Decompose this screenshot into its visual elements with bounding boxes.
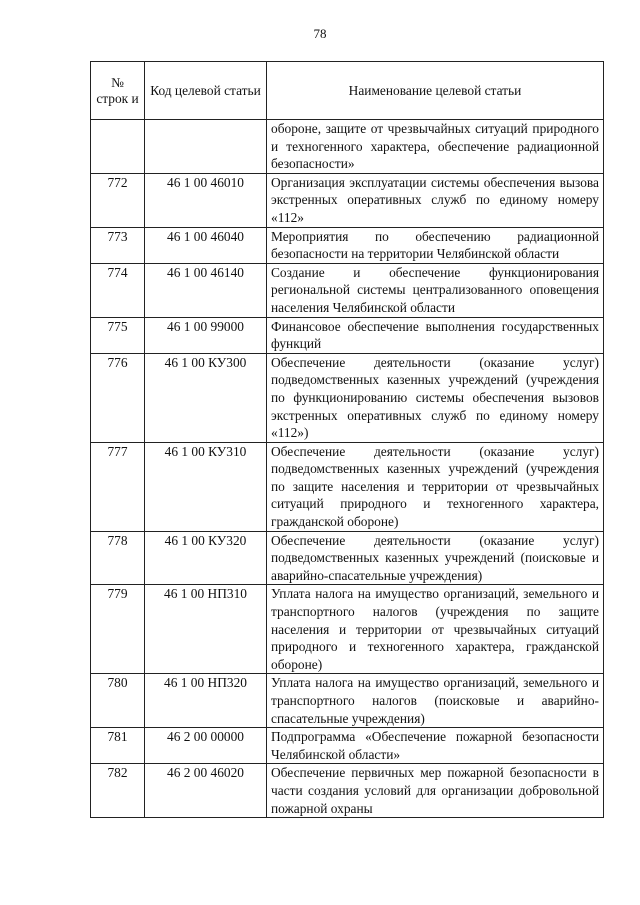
- table-row: [91, 442, 604, 531]
- row-name: Мероприятия по обеспечению радиационной безопасности на территории Челябинской области: [267, 227, 604, 263]
- row-name: Обеспечение первичных мер пожарной безопасности в части создания условий для организации добровольной пожарной охраны: [267, 764, 604, 818]
- row-code: 46 1 00 46140: [145, 263, 267, 317]
- row-code: 46 1 00 99000: [145, 317, 267, 353]
- table-row: [91, 227, 604, 263]
- row-name: Финансовое обеспечение выполнения государственных функций: [267, 317, 604, 353]
- row-name: Уплата налога на имущество организаций, земельного и транспортного налогов (поисковые и аварийно-спасательные учреждения): [267, 674, 604, 728]
- table-row: [91, 531, 604, 585]
- row-number: 773: [91, 227, 145, 263]
- page-number: 78: [313, 26, 327, 41]
- row-name: Подпрограмма «Обеспечение пожарной безопасности Челябинской области»: [267, 728, 604, 764]
- row-code: 46 1 00 КУ310: [145, 442, 267, 531]
- row-code: 46 2 00 00000: [145, 728, 267, 764]
- row-number: 777: [91, 442, 145, 531]
- row-name: Организация эксплуатации системы обеспечения вызова экстренных оперативных служб по единому номеру «112»: [267, 173, 604, 227]
- table-row: [91, 317, 604, 353]
- row-number: 778: [91, 531, 145, 585]
- header-row-number: № строк и: [91, 62, 145, 120]
- table-row: [91, 353, 604, 442]
- row-number: 774: [91, 263, 145, 317]
- row-name: Обеспечение деятельности (оказание услуг) подведомственных казенных учреждений (учреждения по защите населения и территории от чрезвычайных ситуаций природного и техногенного характера, гражданской обороне): [267, 442, 604, 531]
- row-name: Обеспечение деятельности (оказание услуг) подведомственных казенных учреждений (поисковые и аварийно-спасательные учреждения): [267, 531, 604, 585]
- row-name: Обеспечение деятельности (оказание услуг) подведомственных казенных учреждений (учреждения по функционированию системы обеспечения вызовов экстренных оперативных служб по единому номеру «112»): [267, 353, 604, 442]
- target-items-table: [90, 61, 604, 818]
- row-code: 46 1 00 46010: [145, 173, 267, 227]
- table-row: [91, 728, 604, 764]
- row-code: 46 1 00 НП310: [145, 585, 267, 674]
- row-code: 46 1 00 НП320: [145, 674, 267, 728]
- row-code: 46 1 00 КУ300: [145, 353, 267, 442]
- table-row: [91, 764, 604, 818]
- row-number: 782: [91, 764, 145, 818]
- row-code: 46 2 00 46020: [145, 764, 267, 818]
- table-header-row: [91, 62, 604, 120]
- row-number: 781: [91, 728, 145, 764]
- row-number: [91, 120, 145, 174]
- row-name: обороне, защите от чрезвычайных ситуаций природного и техногенного характера, обеспечение радиационной безопасности»: [267, 120, 604, 174]
- header-code: Код целевой статьи: [145, 62, 267, 120]
- row-number: 776: [91, 353, 145, 442]
- row-code: [145, 120, 267, 174]
- row-number: 775: [91, 317, 145, 353]
- row-name: Уплата налога на имущество организаций, земельного и транспортного налогов (учреждения по защите населения и территории от чрезвычайных ситуаций природного и техногенного характера, гражданской обороне): [267, 585, 604, 674]
- table-row-continuation: [91, 120, 604, 174]
- row-code: 46 1 00 46040: [145, 227, 267, 263]
- table-body: [91, 120, 604, 818]
- row-name: Создание и обеспечение функционирования региональной системы централизованного оповещения населения Челябинской области: [267, 263, 604, 317]
- table-row: [91, 674, 604, 728]
- row-number: 780: [91, 674, 145, 728]
- table-row: [91, 263, 604, 317]
- header-name: Наименование целевой статьи: [267, 62, 604, 120]
- row-number: 779: [91, 585, 145, 674]
- table-row: [91, 585, 604, 674]
- table-row: [91, 173, 604, 227]
- row-number: 772: [91, 173, 145, 227]
- row-code: 46 1 00 КУ320: [145, 531, 267, 585]
